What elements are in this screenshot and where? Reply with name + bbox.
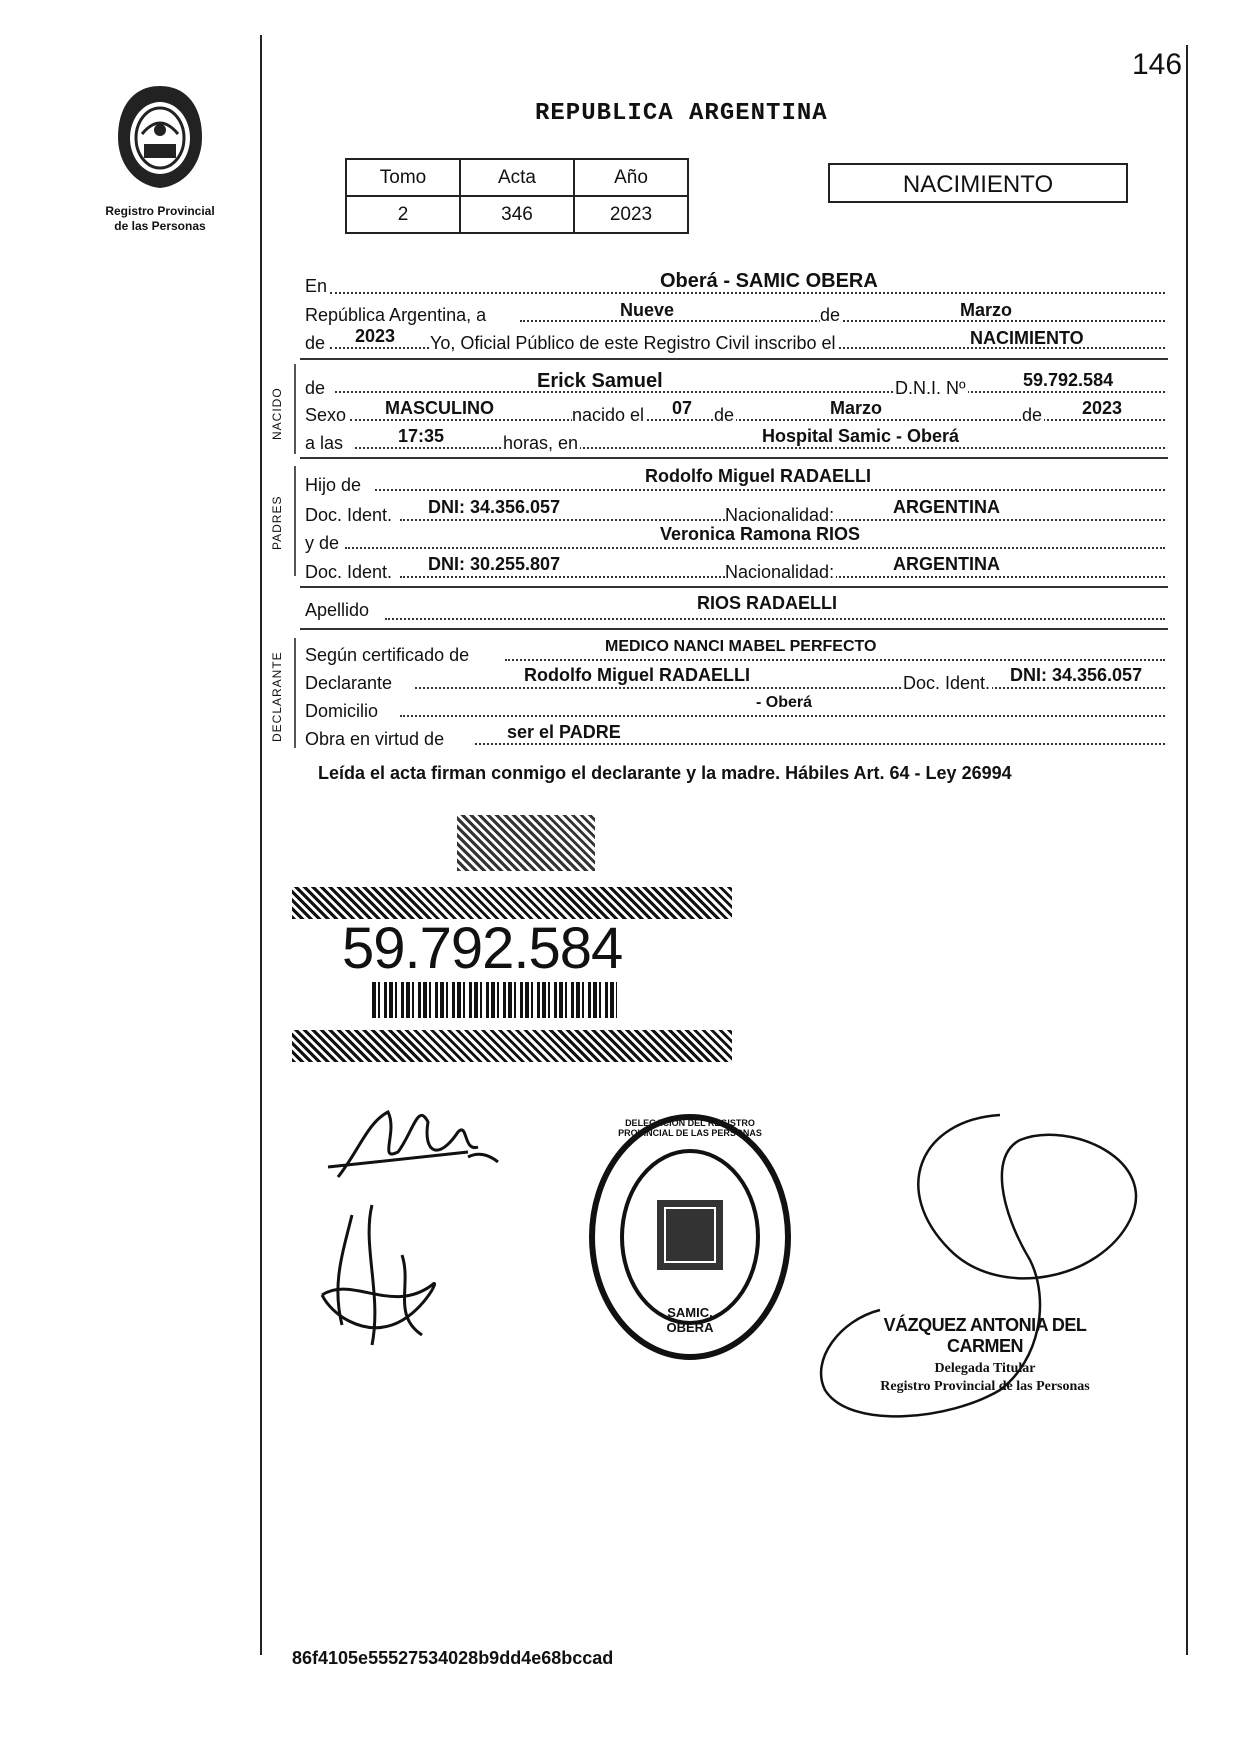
separator-3	[300, 586, 1168, 588]
section-label-declarante: DECLARANTE	[270, 651, 284, 742]
padre-nac: ARGENTINA	[893, 497, 1000, 517]
official-role: Delegada Titular	[934, 1361, 1036, 1376]
dots-segun	[505, 659, 1165, 661]
record-type-box: NACIMIENTO	[828, 163, 1128, 203]
registry-table	[345, 158, 689, 234]
barcode-number: 59.792.584	[342, 916, 623, 981]
separator-2	[300, 457, 1168, 459]
security-band-bottom	[292, 1030, 732, 1062]
lugar-value: Hospital Samic - Oberá	[762, 426, 960, 446]
bracket-declarante	[294, 638, 296, 748]
nac-label-2: Nacionalidad:	[725, 562, 835, 582]
dots-nombre	[335, 391, 1165, 393]
padre-value: Rodolfo Miguel RADAELLI	[645, 466, 871, 486]
nac-dia: 07	[672, 398, 693, 418]
nombre-value: Erick Samuel	[537, 370, 663, 392]
registry-name-line1: Registro Provincial	[105, 204, 215, 218]
apellido-value: RIOS RADAELLI	[697, 593, 838, 613]
segun-value: MEDICO NANCI MABEL PERFECTO	[605, 638, 877, 655]
doc-label-3: Doc. Ident.	[903, 673, 991, 693]
dots-obra	[475, 743, 1165, 745]
value-tomo: 2	[346, 196, 460, 233]
hijo-label: Hijo de	[305, 475, 362, 495]
padre-doc: DNI: 34.356.057	[428, 497, 561, 517]
dia-value: Nueve	[620, 300, 675, 320]
bracket-padres	[294, 466, 296, 576]
registry-name-line2: de las Personas	[114, 219, 206, 233]
de-label-4: de	[714, 405, 735, 425]
republica-label: República Argentina, a	[305, 305, 487, 325]
closing-text: Leída el acta firman conmigo el declarante y la madre. Hábiles Art. 64 - Ley 26994	[318, 763, 1012, 783]
dni-value: 59.792.584	[1023, 370, 1114, 390]
official-office: Registro Provincial de las Personas	[880, 1379, 1090, 1394]
header-acta: Acta	[460, 159, 574, 196]
apellido-label: Apellido	[305, 600, 370, 620]
declarante-label: Declarante	[305, 673, 393, 693]
separator-1	[300, 358, 1168, 360]
en-value: Oberá - SAMIC OBERA	[660, 270, 878, 292]
barcode	[372, 982, 617, 1018]
en-label: En	[305, 276, 328, 296]
alas-label: a las	[305, 433, 344, 453]
dots-hora	[355, 447, 1165, 449]
seal-icon	[112, 82, 208, 192]
obra-value: ser el PADRE	[507, 722, 621, 742]
signature-madre	[292, 1195, 482, 1355]
document-hash: 86f4105e55527534028b9dd4e68bccad	[292, 1648, 614, 1668]
registry-name	[90, 204, 230, 234]
de-label-5: de	[1022, 405, 1043, 425]
header-anio: Año	[574, 159, 688, 196]
yde-label: y de	[305, 533, 340, 553]
nac-label-1: Nacionalidad:	[725, 505, 835, 525]
de-label-3: de	[305, 378, 326, 398]
signature-declarante	[318, 1092, 518, 1202]
domicilio-value: - Oberá	[756, 694, 813, 711]
security-hologram	[457, 815, 595, 871]
dni-label: D.N.I. Nº	[895, 378, 966, 398]
right-margin-line	[1186, 45, 1188, 1655]
madre-doc: DNI: 30.255.807	[428, 554, 561, 574]
dots-domicilio	[400, 715, 1165, 717]
sexo-value: MASCULINO	[385, 398, 494, 418]
doc-label-2: Doc. Ident.	[305, 562, 393, 582]
declarante-doc: DNI: 34.356.057	[1010, 665, 1143, 685]
nac-mes: Marzo	[830, 398, 883, 418]
sexo-label: Sexo	[305, 405, 347, 425]
obra-label: Obra en virtud de	[305, 729, 445, 749]
inscribo-value: NACIMIENTO	[970, 328, 1084, 348]
madre-nac: ARGENTINA	[893, 554, 1000, 574]
nacido-label: nacido el	[572, 405, 645, 425]
left-margin-line	[260, 35, 262, 1655]
dots-madre	[345, 547, 1165, 549]
doc-label-1: Doc. Ident.	[305, 505, 393, 525]
bracket-nacido	[294, 364, 296, 454]
dots-apellido	[385, 618, 1165, 620]
stamp-location: SAMIC. OBERA	[666, 1305, 714, 1335]
province-seal	[112, 82, 208, 192]
anio-value: 2023	[355, 326, 396, 346]
dots-hijo	[375, 489, 1165, 491]
section-label-padres: PADRES	[270, 495, 284, 550]
page-title: REPUBLICA ARGENTINA	[535, 100, 828, 127]
official-stamp	[585, 1110, 795, 1365]
mes-value: Marzo	[960, 300, 1013, 320]
declarante-value: Rodolfo Miguel RADAELLI	[524, 665, 750, 685]
segun-label: Según certificado de	[305, 645, 470, 665]
page-number: 146	[1132, 48, 1183, 81]
nac-anio: 2023	[1082, 398, 1123, 418]
official-block	[855, 1315, 1115, 1395]
horas-en-label: horas, en	[503, 433, 579, 453]
section-label-nacido: NACIDO	[270, 387, 284, 440]
hora-value: 17:35	[398, 426, 445, 446]
madre-value: Veronica Ramona RIOS	[660, 524, 861, 544]
dots-republica	[520, 320, 1165, 322]
domicilio-label: Domicilio	[305, 701, 379, 721]
oficial-text: Yo, Oficial Público de este Registro Civil inscribo el	[430, 333, 836, 353]
de-label-2: de	[305, 333, 326, 353]
stamp-text: DELEGACIÓN DEL REGISTRO PROVINCIAL DE LAS PERSONAS	[618, 1118, 762, 1138]
dots-declarante	[415, 687, 1165, 689]
value-anio: 2023	[574, 196, 688, 233]
header-tomo: Tomo	[346, 159, 460, 196]
official-name: VÁZQUEZ ANTONIA DEL CARMEN	[883, 1315, 1087, 1356]
de-label-1: de	[820, 305, 841, 325]
separator-4	[300, 628, 1168, 630]
value-acta: 346	[460, 196, 574, 233]
